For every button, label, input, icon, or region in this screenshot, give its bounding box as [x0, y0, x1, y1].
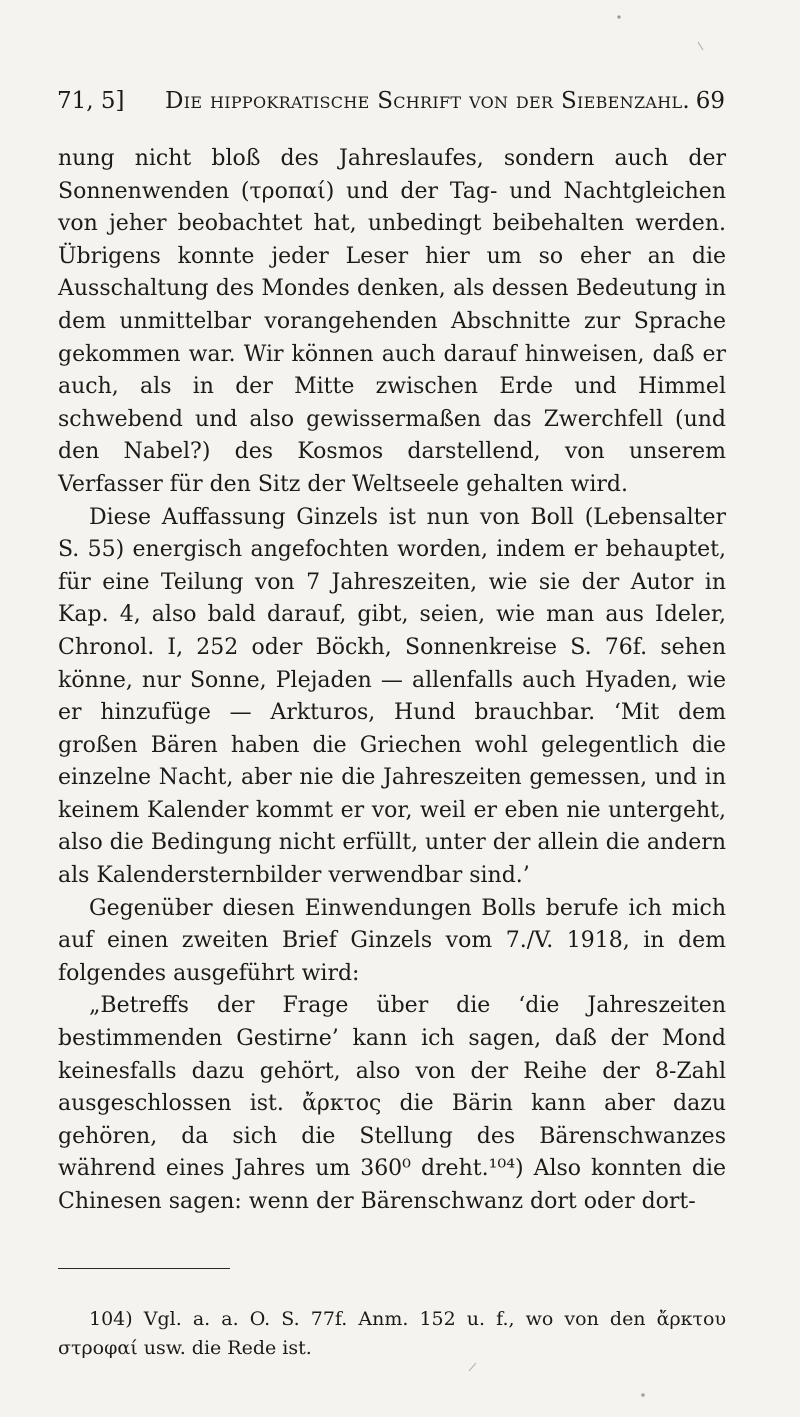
- footnote-104: 104) Vgl. a. a. O. S. 77f. Anm. 152 u. f., wo von den ἄρκτου στροφαί usw. die Rede ist.: [58, 1308, 726, 1359]
- speck-mark: [641, 1393, 645, 1397]
- section-reference: 71, 5]: [57, 88, 125, 114]
- speck-mark: [617, 15, 620, 18]
- paragraph-boll-objection: Diese Auffassung Ginzels ist nun von Boll (Lebensalter S. 55) energisch angefochten worden, indem er behauptet, für eine Teilung von 7 Jahreszeiten, wie sie der Autor in Kap. 4, also bald darauf, gibt, seien, wie man aus Ideler, Chronol. I, 252 oder Böckh, Sonnenkreise S. 76f. sehen könne, nur Sonne, Plejaden — allenfalls auch Hyaden, wie er hinzufüge — Arkturos, Hund brauchbar. ‘Mit dem großen Bären haben die Griechen wohl gelegentlich die einzelne Nacht, aber nie die Jahreszeiten gemessen, und in keinem Kalender kommt er vor, weil er eben nie untergeht, also die Bedingung nicht erfüllt, unter der allein die andern als Kalendersternbilder verwendbar sind.’: [58, 504, 726, 889]
- running-title: Die hippokratische Schrift von der Siebenzahl.: [165, 88, 691, 114]
- speck-mark: [469, 1363, 476, 1371]
- paragraph-quotation: „Betreffs der Frage über die ‘die Jahreszeiten bestimmenden Gestirne’ kann ich sagen, daß der Mond keinesfalls dazu gehört, also von der Reihe der 8-Zahl ausgeschlossen ist. ἄρκτος die Bärin kann aber dazu gehören, da sich die Stellung des Bärenschwanzes während eines Jahres um 360⁰ dreht.¹⁰⁴) Also konnten die Chinesen sagen: wenn der Bärenschwanz dort oder dort-: [58, 993, 726, 1214]
- paragraph-continuation: nung nicht bloß des Jahreslaufes, sondern auch der Sonnenwenden (τροπαί) und der Tag- und Nachtgleichen von jeher beobachtet hat, unbedingt beibehalten werden. Übrigens konnte jeder Leser hier um so eher an die Ausschaltung des Mondes denken, als dessen Bedeutung in dem unmittelbar vorangehenden Abschnitte zur Sprache gekommen war. Wir können auch darauf hinweisen, daß er auch, als in der Mitte zwischen Erde und Himmel schwebend und also gewissermaßen das Zwerchfell (und den Nabel?) des Kosmos darstellend, von unserem Verfasser für den Sitz der Weltseele gehalten wird.: [58, 146, 726, 497]
- paragraph-ginzel-letter: Gegenüber diesen Einwendungen Bolls berufe ich mich auf einen zweiten Brief Ginzels vom 7./V. 1918, in dem folgendes ausgeführt wird:: [58, 895, 726, 986]
- page-number: 69: [695, 88, 725, 114]
- speck-mark: [698, 42, 703, 50]
